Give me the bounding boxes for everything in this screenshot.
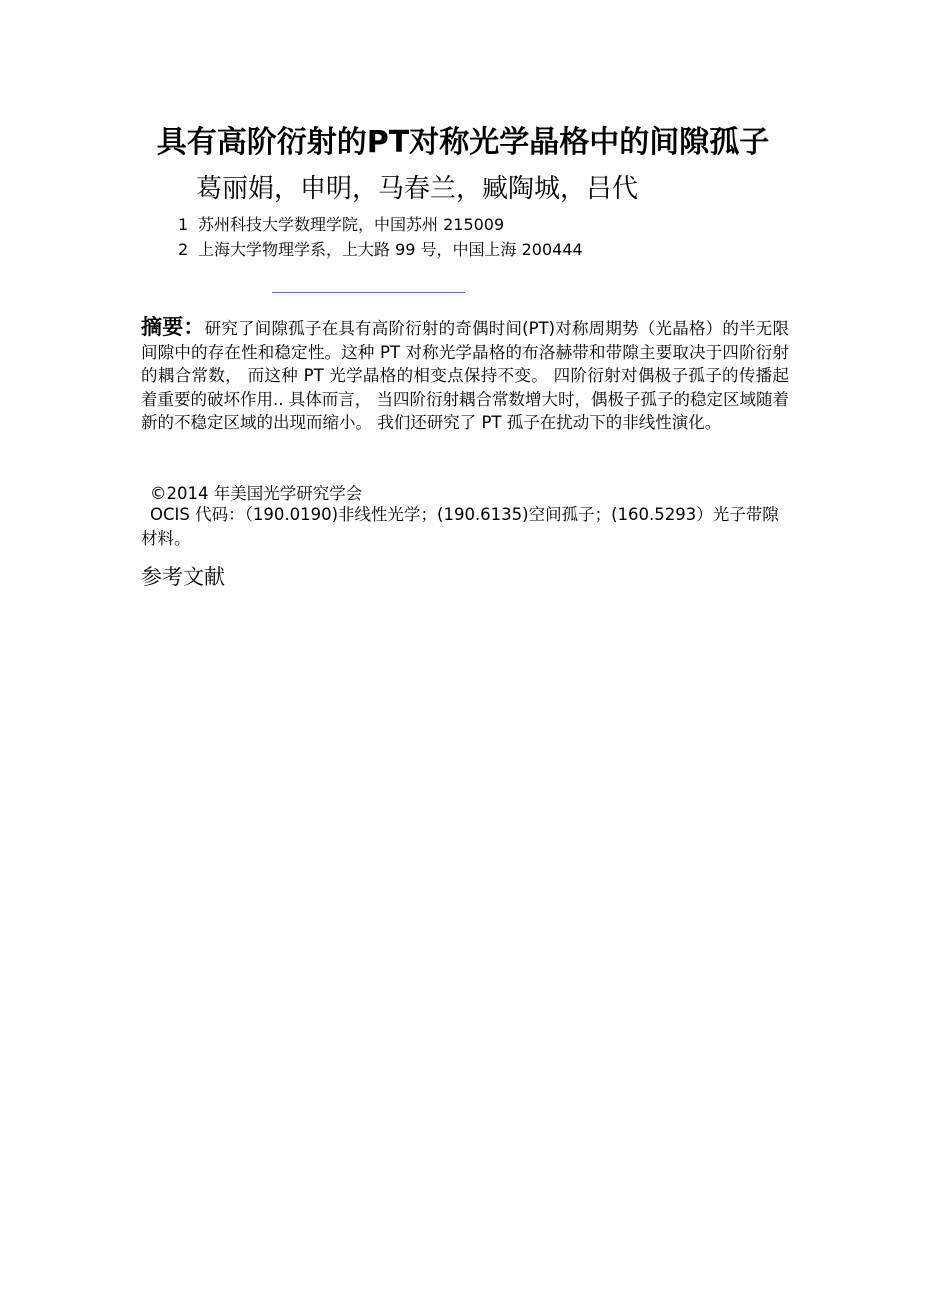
separator-line [272, 292, 465, 293]
abstract-text: 研究了间隙孤子在具有高阶衍射的奇偶时间(PT)对称周期势（光晶格）的半无限间隙中的存在性和稳定性。这种 PT 对称光学晶格的布洛赫带和带隙主要取决于四阶衍射的耦合常数， 而这种 PT 光学晶格的相变点保持不变。 四阶衍射对偶极子孤子的传播起着重要的破坏作用.. 具体而言， 当四阶衍射耦合常数增大时，偶极子孤子的稳定区域随着新的不稳定区域的出现而缩小。 我们还研究了 PT 孤子在扰动下的非线性演化。 [141, 319, 790, 432]
affiliation-number: 1 [178, 215, 189, 234]
copyright-notice: ©2014 年美国光学研究学会 [150, 484, 363, 503]
abstract [141, 316, 789, 435]
affiliation-text: 上海大学物理学系，上大路 99 号，中国上海 200444 [198, 240, 583, 259]
ocis-codes: OCIS 代码：（190.0190)非线性光学；(190.6135)空间孤子；(160.5293）光子带隙材料。 [141, 505, 779, 548]
affiliation-1 [178, 212, 504, 235]
affiliation-2 [178, 237, 583, 260]
affiliation-text: 苏州科技大学数理学院，中国苏州 215009 [198, 215, 505, 234]
author-list: 葛丽娟，申明，马春兰，臧陶城，吕代 [196, 174, 639, 204]
paper-title: 具有高阶衍射的PT对称光学晶格中的间隙孤子 [156, 125, 770, 160]
affiliation-number: 2 [178, 240, 189, 259]
references-heading: 参考文献 [141, 565, 225, 589]
abstract-label: 摘要： [141, 315, 205, 339]
